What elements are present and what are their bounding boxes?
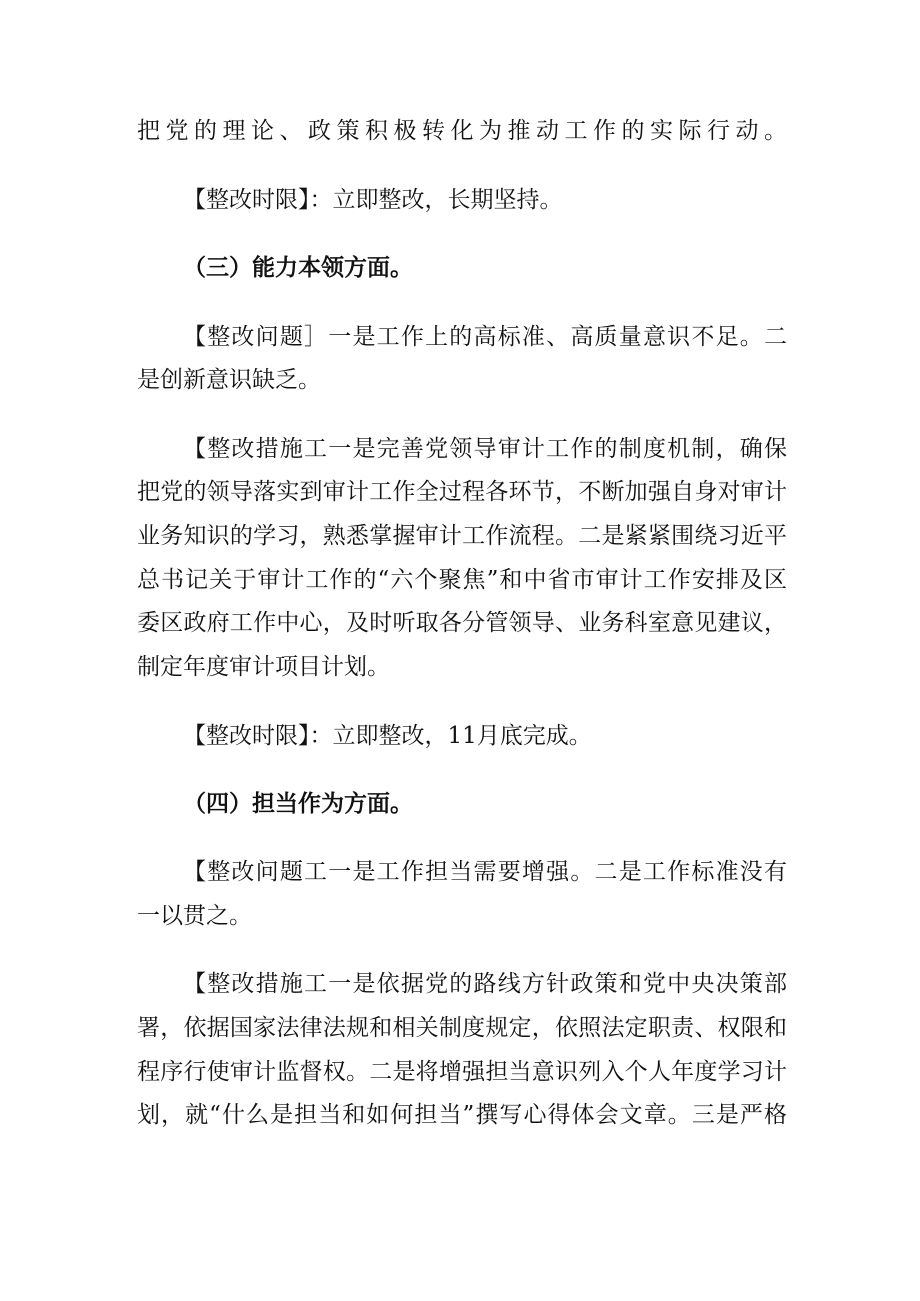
problem-line: 【整改问题］一是工作上的高标准、高质量意识不足。二 [183, 324, 787, 350]
problem-continuation-line: 是创新意识缺乏。 [137, 367, 321, 393]
measures-continuation-line: 业务知识的学习，熟悉掌握审计工作流程。二是紧紧围绕习近平 [137, 523, 787, 549]
measures-continuation-line: 总书记关于审计工作的“六个聚焦”和中省市审计工作安排及区 [137, 567, 787, 593]
measures-continuation-line: 署，依据国家法律法规和相关制度规定，依照法定职责、权限和 [137, 1015, 787, 1041]
measures-continuation-line: 划，就“什么是担当和如何担当”撰写心得体会文章。三是严格 [137, 1102, 787, 1128]
deadline-line: 【整改时限】：立即整改，长期坚持。 [183, 187, 563, 213]
measures-line: 【整改措施工一是依据党的路线方针政策和党中央决策部 [183, 971, 787, 997]
measures-continuation-line: 程序行使审计监督权。二是将增强担当意识列入个人年度学习计 [137, 1059, 787, 1085]
problem-line: 【整改问题工一是工作担当需要增强。二是工作标准没有 [183, 859, 787, 885]
measures-continuation-line: 委区政府工作中心，及时听取各分管领导、业务科室意见建议， [137, 610, 787, 636]
problem-continuation-line: 一以贯之。 [137, 903, 252, 929]
measures-continuation-line: 把党的领导落实到审计工作全过程各环节，不断加强自身对审计 [137, 479, 787, 505]
deadline-line: 【整改时限】：立即整改，11月底完成。 [183, 723, 592, 749]
body-text-line: 把党的理论、政策积极转化为推动工作的实际行动。 [137, 118, 787, 144]
section-heading-three: （三）能力本领方面。 [183, 254, 413, 281]
section-heading-four: （四）担当作为方面。 [183, 790, 413, 817]
measures-line: 【整改措施工一是完善党领导审计工作的制度机制，确保 [183, 436, 787, 462]
measures-continuation-line: 制定年度审计项目计划。 [137, 654, 390, 680]
